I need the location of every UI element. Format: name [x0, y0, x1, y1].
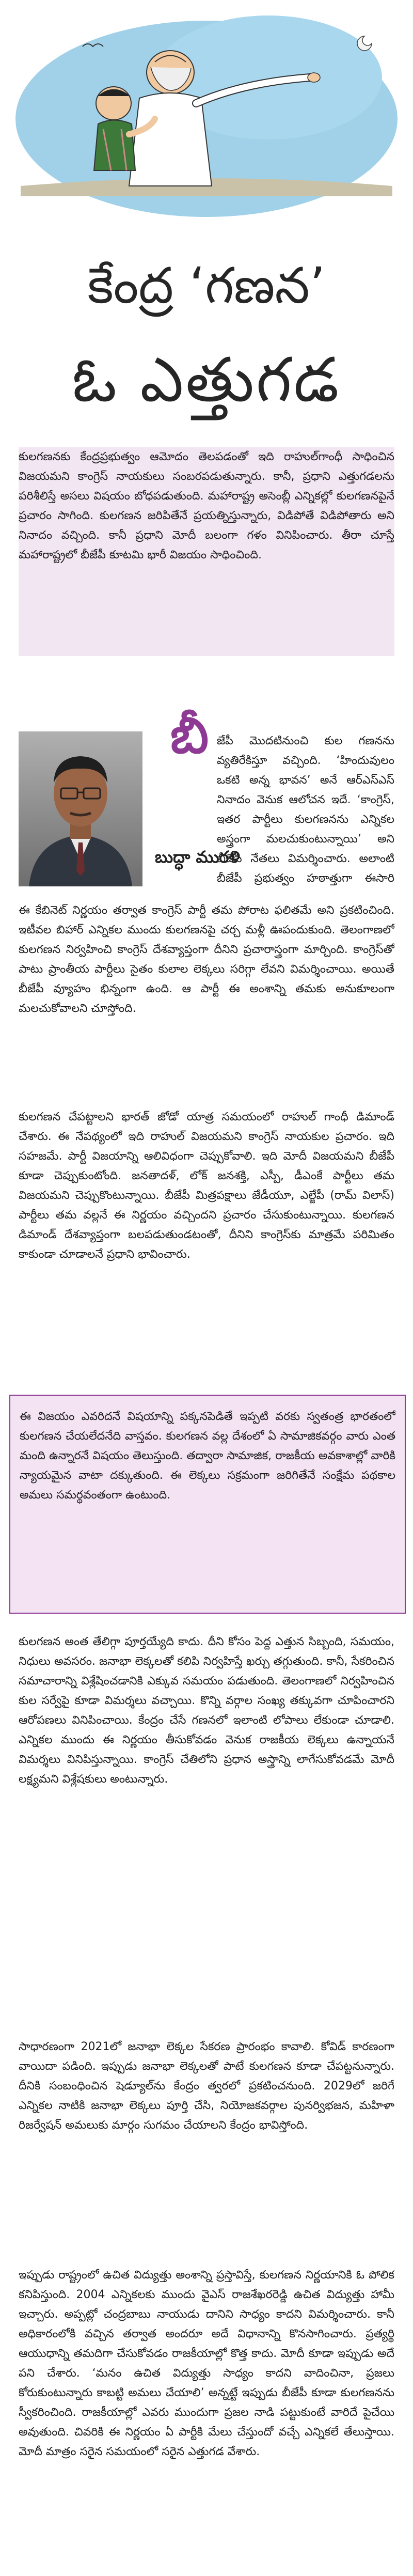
- body-paragraph-5: ఇప్పుడు రాష్ట్రంలో ఉచిత విద్యుత్తు అంశాన్ని ప్రస్తావిస్తే, కులగణన నిర్ణయానికి ఓ పోలిక కనిపిస్తుంది. 2004 ఎన్నికలకు ముందు వైఎస్ రాజశేఖరరెడ్డి ఉచిత విద్యుత్తు హామీ ఇచ్చారు. అప్పట్లో చంద్రబాబు నాయుడు దానిని సాధ్యం కాదని విమర్శించారు. కానీ అధికారంలోకి వచ్చిన తర్వాత అందరూ అదే విధానాన్ని కొనసాగించారు. ప్రత్యర్థి ఆయుధాన్ని తమదిగా చేసుకోవడం రాజకీయాల్లో కొత్త కాదు. మోదీ కూడా ఇప్పుడు అదే పని చేశారు. ‘మనం ఉచిత విద్యుత్తు సాధ్యం కాదని వాదించినా, ప్రజలు కోరుకుంటున్నారు కాబట్టి అమలు చేయాలి’ అన్నట్టే ఇప్పుడు బీజేపీ కూడా కులగణనను స్వీకరించింది. రాజకీయాల్లో ఎవరు ముందుగా ప్రజల నాడి పట్టుకుంటే వారిదే పైచేయి అవుతుంది. చివరికి ఈ నిర్ణయం ఏ పార్టీకి మేలు చేస్తుందో వచ్చే ఎన్నికలే తేలుస్తాయి. మోదీ మాత్రం సరైన సమయంలో సరైన ఎత్తుగడ వేశారు.: [19, 2269, 394, 2458]
- highlight-box: [9, 1395, 406, 1614]
- cartoon-illustration: [0, 0, 413, 227]
- side-column-text: జేపీ మొదటినుంచి కుల గణనను వ్యతిరేకిస్తూ వచ్చింది. ‘హిందువులం ఒకటి అన్న భావన’ అనే ఆర్‌ఎస్‌ఎస్ నినాదం వెనుక ఆలోచన ఇదే. ‘కాంగ్రెస్, ఇతర పార్టీలు కులగణనను ఎన్నికల అస్త్రంగా మలచుకుంటున్నాయి’ అని బీజేపీ నేతలు విమర్శించారు. అలాంటి బీజేపీ ప్రభుత్వం హఠాత్తుగా ఈసారి: [217, 735, 394, 885]
- body-paragraph-1: ఈ కేబినెట్ నిర్ణయం తర్వాత కాంగ్రెస్ పార్టీ తమ పోరాట ఫలితమే అని ప్రకటించింది. ఇటీవల బిహార్ ఎన్నికల ముందు కులగణనపై చర్చ మళ్లీ ఊపందుకుంది. తెలంగాణలో కులగణన నిర్వహించి కాంగ్రెస్ దేశవ్యాప్తంగా దీనిని ప్రచారాస్త్రంగా మార్చింది. కాంగ్రెస్‌తో పాటు ప్రాంతీయ పార్టీలు సైతం కులాల లెక్కలు సరిగ్గా లేవని విమర్శించాయి. అయితే బీజేపీ వ్యూహం భిన్నంగా ఉంది. ఆ పార్టీ ఈ అంశాన్ని తమకు అనుకూలంగా మలచుకోవాలని చూస్తోంది.: [19, 904, 394, 1015]
- body-paragraph-2: కులగణన చేపట్టాలని భారత్ జోడో యాత్ర సమయంలో రాహుల్ గాంధీ డిమాండ్ చేశారు. ఈ నేపథ్యంలో ఇది రాహుల్ విజయమని కాంగ్రెస్ నాయకుల ప్రచారం. ఇది సహజమే. పార్టీ విజయాన్ని ఆలివిధంగా చెప్పుకోవాలి. ఇది మోదీ విజయమని బీజేపీ కూడా చెప్పుకుంటోంది. జనతాదళ్, లోక్ జనశక్తి, ఎస్పీ, డీఎంకే పార్టీలు తమ విజయమని చెప్పుకొంటున్నాయి. బీజేపీ మిత్రపక్షాలు జేడీయూ, ఎల్జేపీ (రామ్ విలాస్) పార్టీలు తమ వల్లనే ఈ నిర్ణయం వచ్చిందని ప్రచారం చేసుకుంటున్నాయి. కులగణన డిమాండ్ దేశవ్యాప్తంగా బలపడుతుండటంతో, దీనిని కాంగ్రెస్‌కు మాత్రమే పరిమితం కాకుండా చూడాలనే ప్రధాని భావించారు.: [19, 1111, 394, 1261]
- headline-line-2: ఓ ఎత్తుగడ: [72, 344, 341, 415]
- body-paragraph-3: కులగణన అంత తేలిగ్గా పూర్తయ్యేది కాదు. దీని కోసం పెద్ద ఎత్తున సిబ్బంది, సమయం, నిధులు అవసరం. జనాభా లెక్కలతో కలిపి నిర్వహిస్తే ఖర్చు తగ్గుతుంది. కానీ, సేకరించిన సమాచారాన్ని విశ్లేషించడానికి ఎక్కువ సమయం పడుతుంది. తెలంగాణలో నిర్వహించిన కుల సర్వేపై కూడా విమర్శలు వచ్చాయి. కొన్ని వర్గాల సంఖ్య తక్కువగా చూపించారని ఆరోపణలు వినిపించాయి. కేంద్రం చేసే గణనలో ఇలాంటి లోపాలు లేకుండా చూడాలి. ఎన్నికల ముందు ఈ నిర్ణయం తీసుకోవడం వెనుక రాజకీయ లెక్కలు ఉన్నాయనే విమర్శలు వినిపిస్తున్నాయి. కాంగ్రెస్ చేతిలోని ప్రధాన అస్త్రాన్ని లాగేసుకోవడమే మోదీ లక్ష్యమని విశ్లేషకులు అంటున్నారు.: [19, 1635, 394, 1786]
- highlight-box-text: ఈ విజయం ఎవరిదనే విషయాన్ని పక్కనపెడితే ఇప్పటి వరకు స్వతంత్ర భారతంలో కులగణన చేయలేదనేది వాస్తవం. కులగణన వల్ల దేశంలో ఏ సామాజికవర్గం వారు ఎంత మంది ఉన్నారనే విషయం తెలుస్తుంది. తద్వారా సామాజిక, రాజకీయ అవకాశాల్లో వారికి న్యాయమైన వాటా దక్కుతుంది. ఈ లెక్కలు సక్రమంగా జరిగితేనే సంక్షేమ పథకాల అమలు సమర్థవంతంగా ఉంటుంది.: [20, 1410, 395, 1502]
- author-byline: బుద్ధా మురళి: [155, 847, 240, 867]
- intro-paragraph: కులగణనకు కేంద్రప్రభుత్వం ఆమోదం తెలపడంతో ఇది రాహుల్‌గాంధీ సాధించిన విజయమని కాంగ్రెస్ నాయకులు సంబరపడుతున్నారు. కానీ, ప్రధాని ఎత్తుగడలను పరిశీలిస్తే అసలు విషయం బోధపడుతుంది. మహారాష్ట్ర అసెంబ్లీ ఎన్నికల్లో కులగణనపైనే ప్రచారం సాగింది. కులగణన జరిపితేనే ప్రయత్నిస్తున్నారు, విడిపోతే విడిపోతారు అని నినాదం వచ్చింది. కానీ ప్రధాని మోదీ బలంగా గళం వినిపించారు. తీరా చూస్తే మహారాష్ట్రలో బీజేపీ కూటమి భారీ విజయం సాధించింది.: [19, 447, 394, 656]
- headline-line-1: కేంద్ర ‘గణన’: [87, 257, 326, 315]
- dropcap-letter: బీ: [170, 707, 209, 764]
- author-photo: [19, 731, 142, 886]
- body-paragraph-4: సాధారణంగా 2021లో జనాభా లెక్కల సేకరణ ప్రారంభం కావాలి. కోవిడ్ కారణంగా వాయిదా పడింది. ఇప్పుడు జనాభా లెక్కలతో పాటే కులగణన కూడా చేపట్టనున్నారు. దీనికి సంబంధించిన షెడ్యూల్‌ను కేంద్రం త్వరలో ప్రకటించనుంది. 2029లో జరిగే ఎన్నికల నాటికి జనాభా లెక్కలు పూర్తి చేసి, నియోజకవర్గాల పునర్విభజన, మహిళా రిజర్వేషన్ అమలుకు మార్గం సుగమం చేయాలని కేంద్రం భావిస్తోంది.: [19, 2040, 394, 2132]
